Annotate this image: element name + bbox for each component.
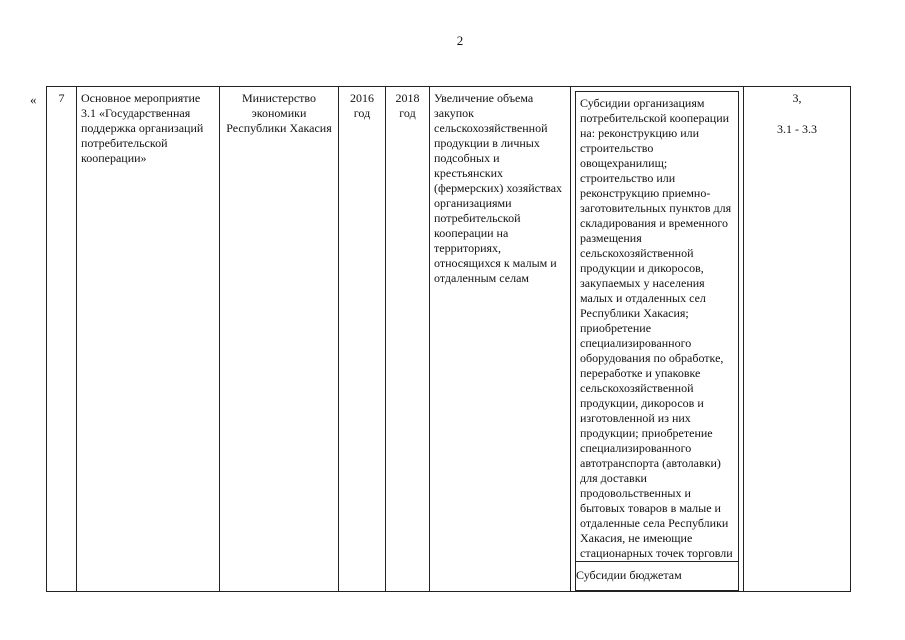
- measure-text: Основное мероприятие 3.1 «Государственная поддержка организаций потребительской кооперации»: [81, 91, 204, 165]
- page-number: 2: [456, 33, 464, 48]
- result-cell: [430, 87, 571, 592]
- executor-cell: [220, 87, 339, 592]
- targets-line-1: 3,: [792, 91, 802, 105]
- end-year-cell: [386, 87, 430, 592]
- executor-text: Министерство экономики Республики Хакасия: [226, 91, 332, 135]
- start-year-text: 2016 год: [350, 91, 374, 120]
- end-year-text: 2018 год: [395, 91, 420, 120]
- directions-subtable: [575, 91, 739, 591]
- row-number-cell: [47, 87, 77, 592]
- measure-cell: [77, 87, 220, 592]
- directions-main: [576, 92, 739, 562]
- result-text: Увеличение объема закупок сельскохозяйственной продукции в личных подсобных и крестьянских (фермерских) хозяйствах организациями потребительской кооперации на территориях, относящихся к малым и отдаленным селам: [434, 91, 563, 285]
- directions-budget-text: Субсидии бюджетам: [576, 568, 682, 582]
- program-table-container: [46, 86, 851, 592]
- row-number: 7: [58, 91, 65, 105]
- start-year-cell: [339, 87, 386, 592]
- targets-line-2: 3.1 - 3.3: [777, 122, 817, 136]
- opening-quote-mark: «: [30, 92, 37, 107]
- directions-cell: [571, 87, 744, 592]
- directions-budget: [576, 562, 739, 591]
- table-row: [47, 87, 851, 592]
- program-table: [46, 86, 851, 592]
- targets-cell: [744, 87, 851, 592]
- directions-main-text: Субсидии организациям потребительской кооперации на: реконструкцию или строительство овощехранилищ; строительство или реконструкцию приемно-заготовительных пунктов для складирования и временного размещения сельскохозяйственной продукции и дикоросов, закупаемых у населения малых и отдаленных сел Республики Хакасия; приобретение специализированного оборудования по обработке, переработке и упаковке сельскохозяйственной продукции, дикоросов и изготовленной из них продукции; приобретение специализированного автотранспорта (автолавки) для доставки продовольственных и бытовых товаров в малые и отдаленные села Республики Хакасия, не имеющие стационарных точек торговли: [580, 96, 733, 560]
